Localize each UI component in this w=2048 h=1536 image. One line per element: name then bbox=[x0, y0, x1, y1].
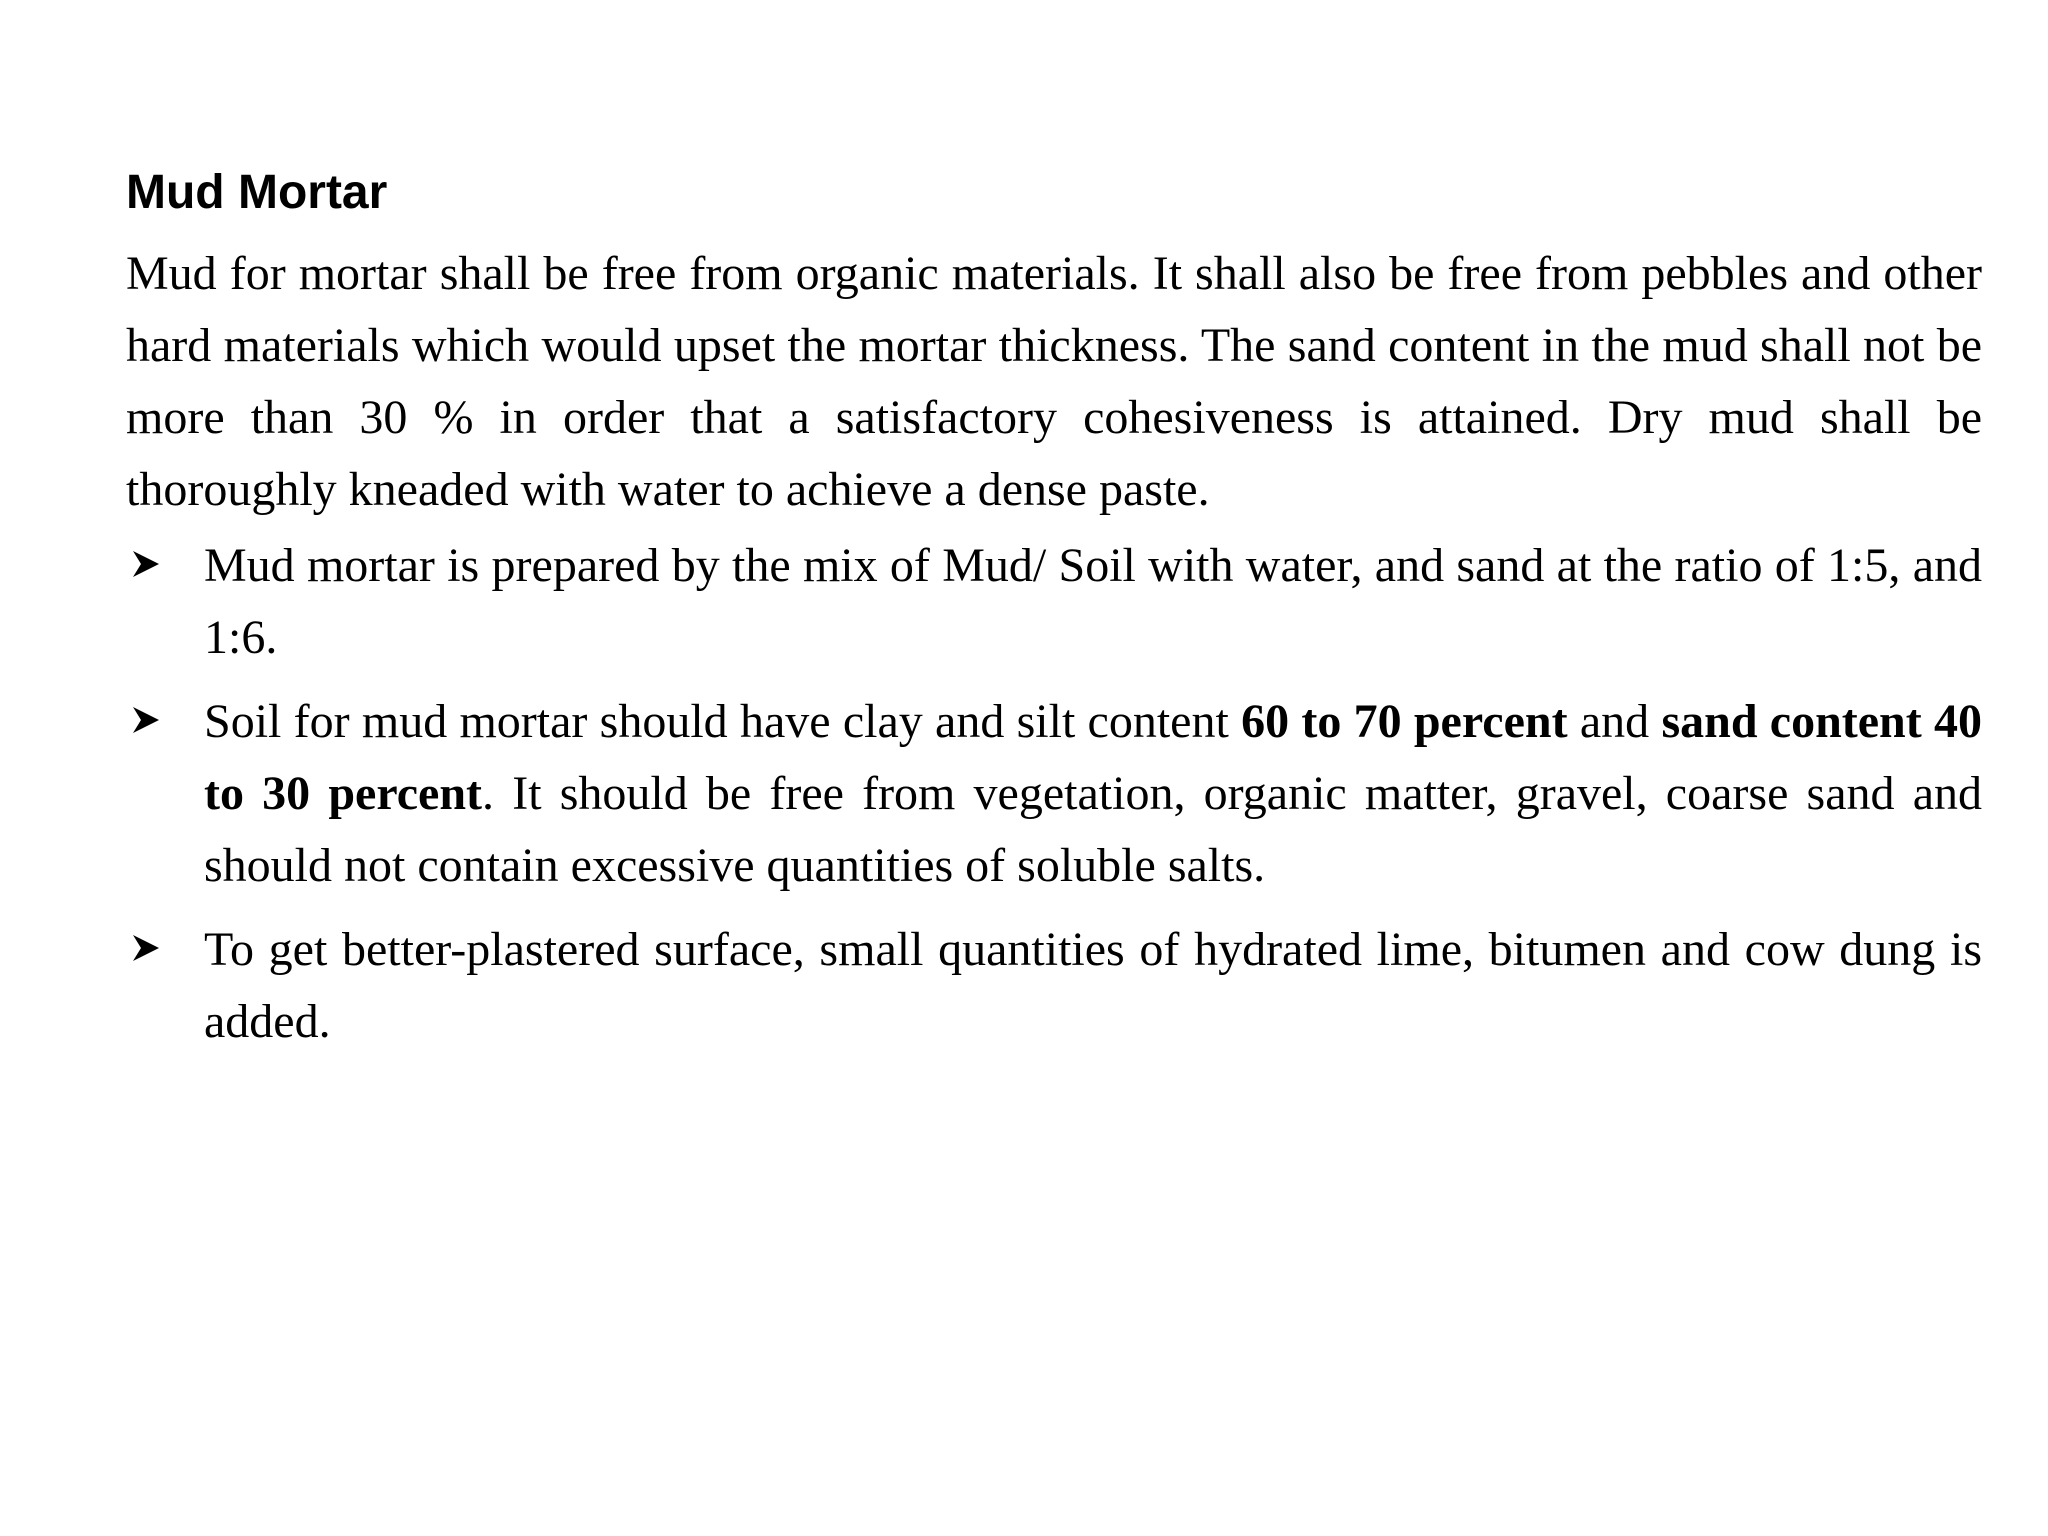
bullet-text: Mud mortar is prepared by the mix of Mud/ Soil with water, and sand at the ratio of 1:5, and 1:6. bbox=[204, 539, 1982, 664]
bullet-text: Soil for mud mortar should have clay and silt content bbox=[204, 695, 1242, 748]
list-item bbox=[126, 686, 1982, 902]
bullet-text: . It should be free from vegetation, organic matter, gravel, coarse sand and should not contain excessive quantities of soluble salts. bbox=[204, 767, 1982, 892]
arrowhead-bullet-icon bbox=[132, 934, 160, 962]
bullet-list bbox=[126, 530, 1982, 1058]
arrowhead-bullet-icon bbox=[132, 550, 160, 578]
bullet-text: and bbox=[1567, 695, 1662, 748]
section-heading: Mud Mortar bbox=[126, 166, 388, 219]
bullet-text: To get better-plastered surface, small quantities of hydrated lime, bitumen and cow dung is added. bbox=[204, 923, 1982, 1048]
list-item bbox=[126, 530, 1982, 674]
list-item bbox=[126, 914, 1982, 1058]
bullet-emphasis: 60 to 70 percent bbox=[1241, 695, 1568, 748]
document-page bbox=[126, 160, 1982, 1070]
intro-paragraph: Mud for mortar shall be free from organic materials. It shall also be free from pebbles and other hard materials which would upset the mortar thickness. The sand content in the mud shall not be more than 30 % in order that a satisfactory cohesiveness is attained. Dry mud shall be thoroughly kneaded with water to achieve a dense paste. bbox=[126, 247, 1982, 516]
arrowhead-bullet-icon bbox=[132, 706, 160, 734]
bullet-emphasis: sand content 40 to 30 percent bbox=[204, 695, 1983, 820]
